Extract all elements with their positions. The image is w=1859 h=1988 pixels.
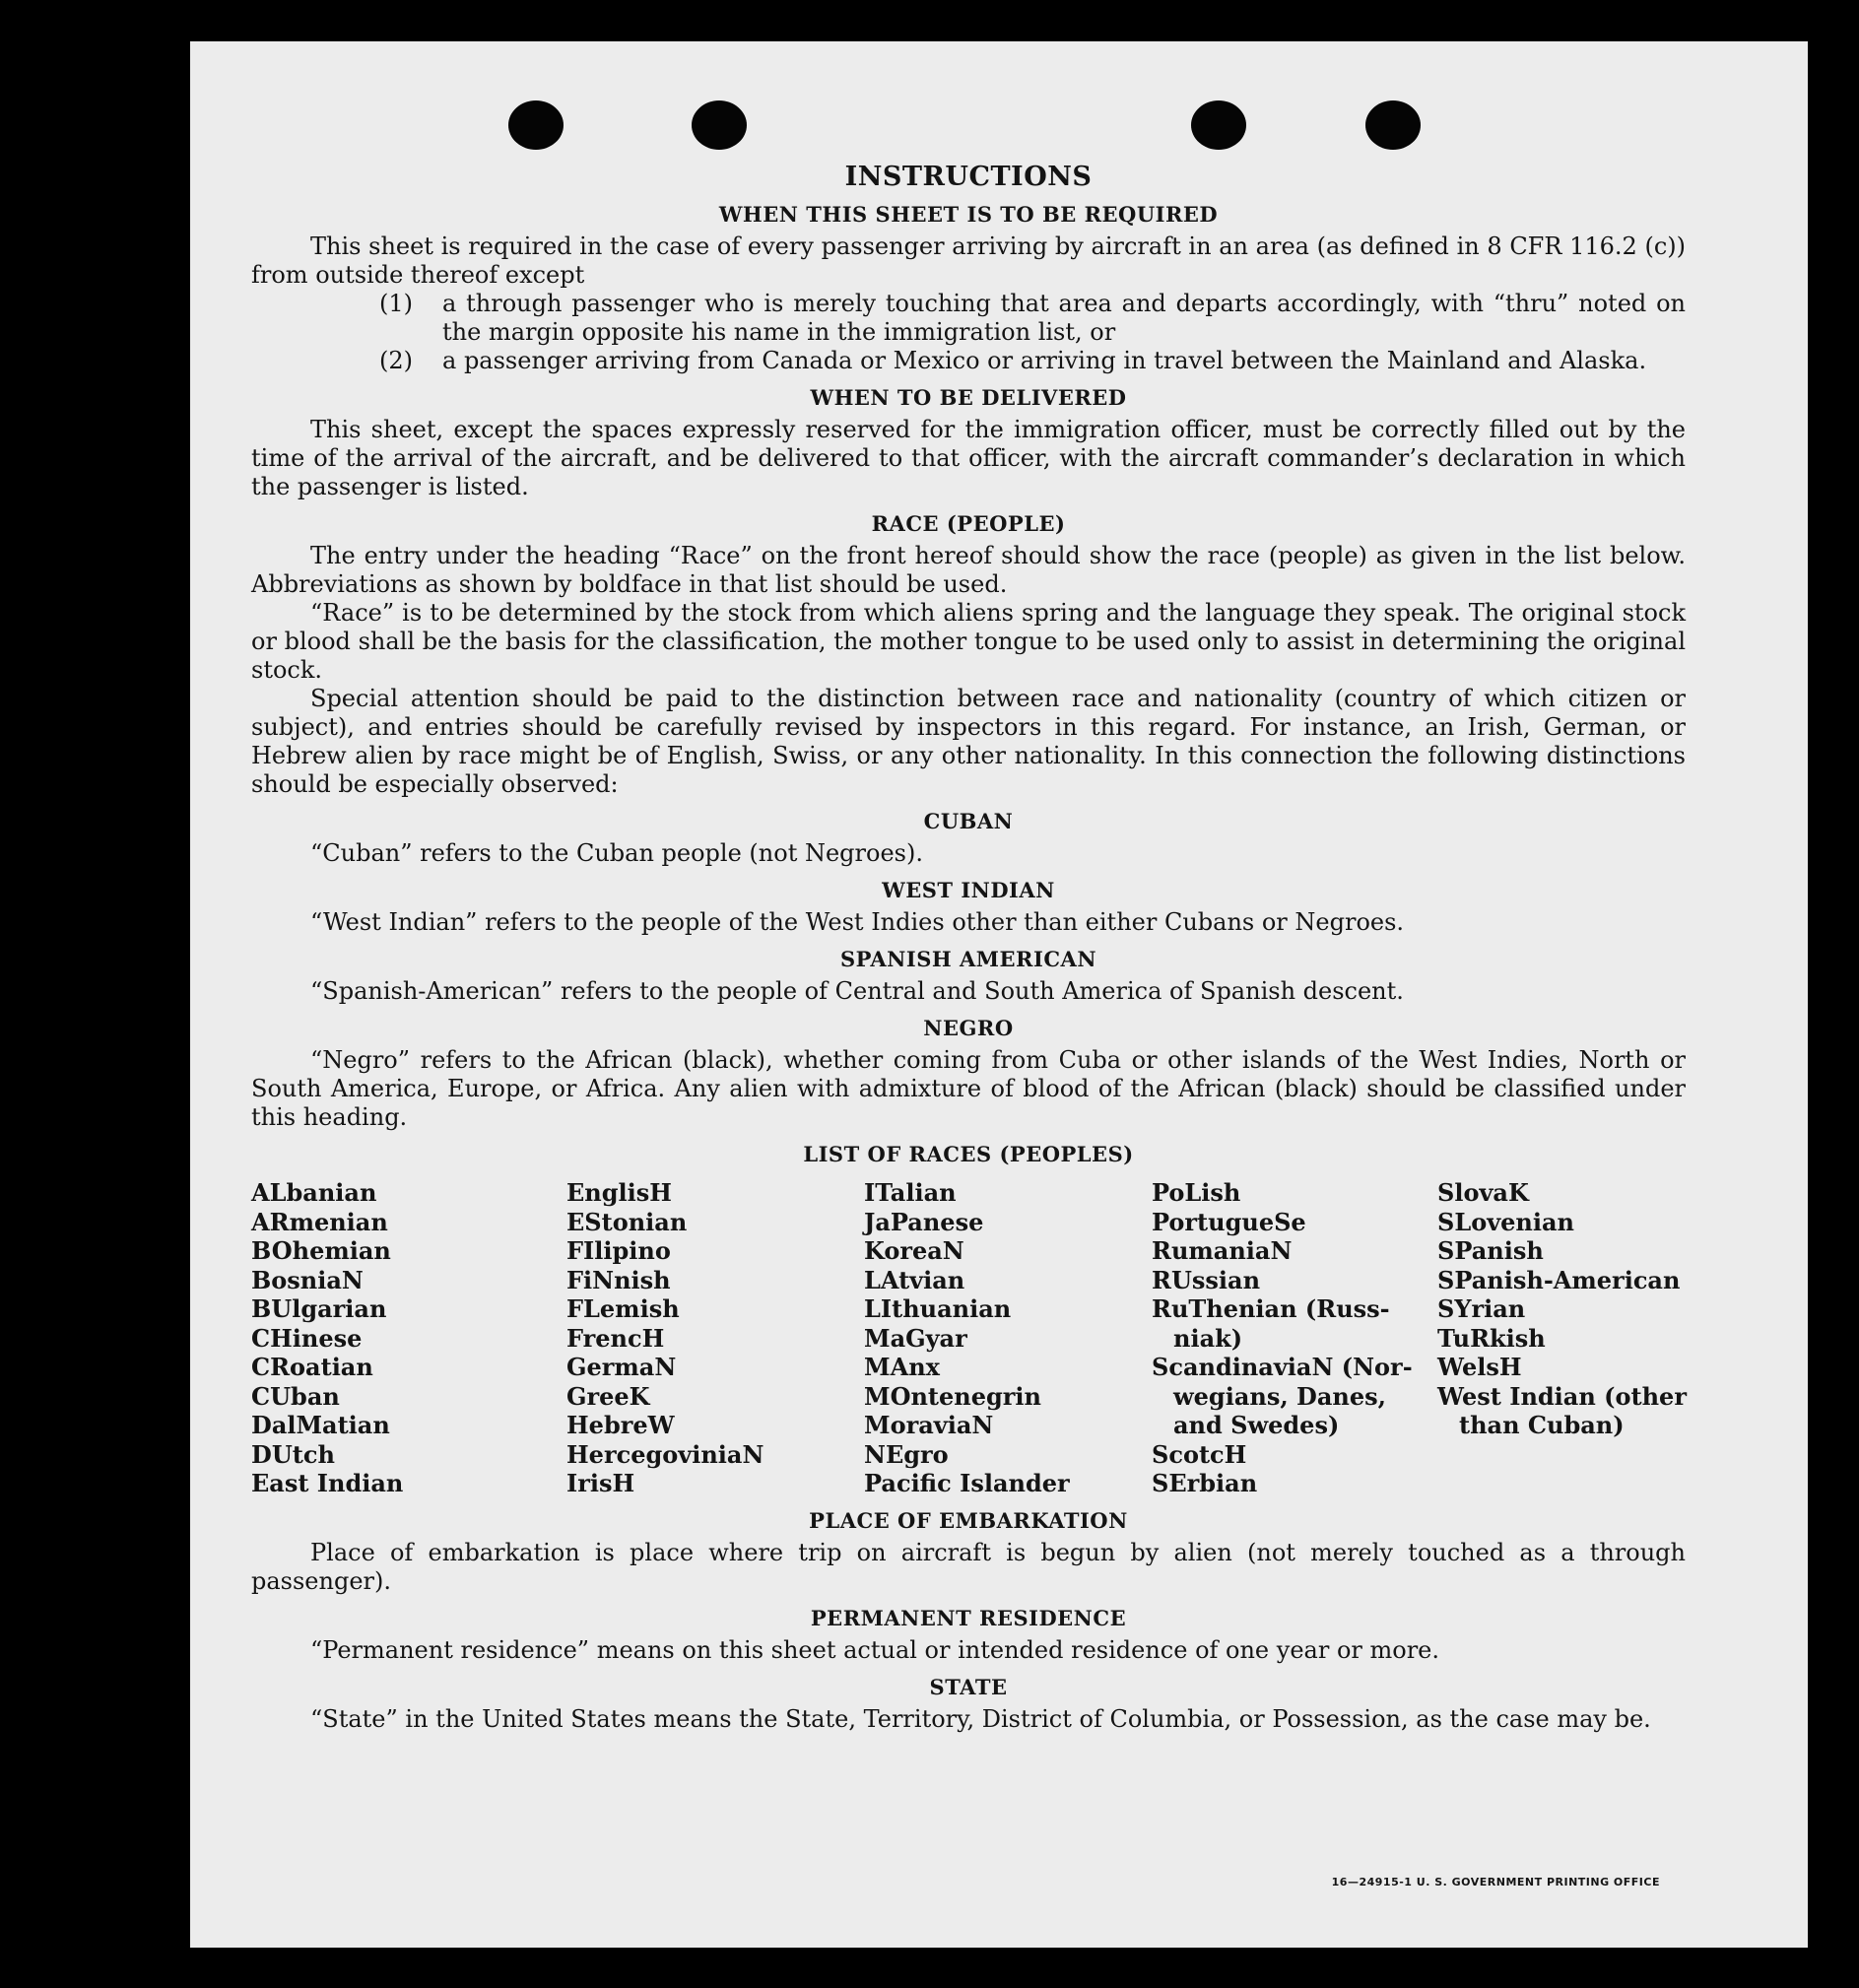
race-entry: FIlipino bbox=[566, 1236, 671, 1265]
race-entry: and Swedes) bbox=[1173, 1411, 1340, 1439]
race-entry: niak) bbox=[1173, 1323, 1243, 1353]
race-entry: ALbanian bbox=[251, 1178, 377, 1207]
race-entry: MoraviaN bbox=[864, 1411, 994, 1439]
list-item bbox=[379, 290, 1686, 347]
race-entry: CHinese bbox=[251, 1323, 363, 1353]
item-text: a passenger arriving from Canada or Mexico or arriving in travel between the Mainland and Alaska. bbox=[442, 347, 1647, 374]
race-entry: TuRkish bbox=[1437, 1323, 1546, 1353]
section-heading-race: RACE (PEOPLE) bbox=[871, 511, 1066, 536]
item-text: a through passenger who is merely touching that area and departs accordingly, with “thru” noted on the margin opposite his name in the immigration list, or bbox=[442, 290, 1686, 346]
race-entry: BosniaN bbox=[251, 1265, 364, 1294]
race-entry: ITalian bbox=[864, 1178, 957, 1207]
race-paragraph-1: The entry under the heading “Race” on the front hereof should show the race (people) as given in the list below. Abbreviations as shown by boldface in that list should be used. bbox=[251, 542, 1686, 598]
race-entry: SlovaK bbox=[1437, 1178, 1529, 1207]
race-entry: DUtch bbox=[251, 1439, 335, 1469]
section-heading-west-indian: WEST INDIAN bbox=[882, 878, 1055, 902]
race-entry: HebreW bbox=[566, 1411, 675, 1439]
race-entry: LAtvian bbox=[864, 1265, 965, 1294]
punch-hole bbox=[692, 100, 747, 150]
race-entry: BOhemian bbox=[251, 1236, 391, 1265]
section-heading-residence: PERMANENT RESIDENCE bbox=[810, 1605, 1127, 1630]
race-entry: EnglisH bbox=[566, 1178, 672, 1207]
section-heading-cuban: CUBAN bbox=[923, 809, 1014, 833]
punch-hole bbox=[1365, 100, 1421, 150]
race-column bbox=[864, 1178, 1152, 1498]
delivered-text: This sheet, except the spaces expressly reserved for the immigration officer, must be correctly filled out by the time of the arrival of the aircraft, and be delivered to that officer, with the aircraft commander’s declaration in which the passenger is listed. bbox=[251, 416, 1686, 500]
page-title: INSTRUCTIONS bbox=[844, 162, 1093, 192]
race-entry: GreeK bbox=[566, 1381, 650, 1411]
race-entry: IrisH bbox=[566, 1469, 635, 1497]
section-heading-state: STATE bbox=[929, 1674, 1008, 1699]
race-entry: BUlgarian bbox=[251, 1294, 387, 1323]
negro-text: “Negro” refers to the African (black), whether coming from Cuba or other islands of the West Indies, North or South America, Europe, or Africa. Any alien with admixture of blood of the African (black) should be classified under this heading. bbox=[251, 1046, 1686, 1131]
embarkation-text: Place of embarkation is place where trip on aircraft is begun by alien (not merely touched as a through passenger). bbox=[251, 1538, 1686, 1595]
race-entry: FLemish bbox=[566, 1294, 680, 1323]
race-paragraph-2: “Race” is to be determined by the stock from which aliens spring and the language they speak. The original stock or blood shall be the basis for the classification, the mother tongue to be used only to assist in determining the original stock. bbox=[251, 599, 1686, 684]
document-page bbox=[190, 41, 1808, 1948]
list-item bbox=[379, 347, 1686, 375]
instructions-content bbox=[251, 150, 1686, 1734]
section-heading-spanish-american: SPANISH AMERICAN bbox=[839, 947, 1097, 971]
race-entry: PoLish bbox=[1152, 1178, 1241, 1207]
race-entry: EStonian bbox=[566, 1207, 688, 1236]
race-entry: SErbian bbox=[1152, 1469, 1258, 1497]
race-entry: than Cuban) bbox=[1459, 1411, 1625, 1439]
section-heading-delivered: WHEN TO BE DELIVERED bbox=[810, 385, 1127, 410]
race-entry: MOntenegrin bbox=[864, 1381, 1041, 1411]
item-number: (2) bbox=[379, 347, 413, 374]
race-entry: East Indian bbox=[251, 1469, 404, 1497]
race-entry: RumaniaN bbox=[1152, 1236, 1293, 1265]
required-intro: This sheet is required in the case of every passenger arriving by aircraft in an area (as defined in 8 CFR 116.2 (c)) from outside thereof except bbox=[251, 232, 1686, 289]
race-column bbox=[566, 1178, 864, 1498]
race-entry: FrencH bbox=[566, 1323, 665, 1353]
race-entry: CUban bbox=[251, 1381, 340, 1411]
race-column bbox=[251, 1178, 566, 1498]
race-entry: ARmenian bbox=[251, 1207, 388, 1236]
cuban-text: “Cuban” refers to the Cuban people (not Negroes). bbox=[310, 839, 923, 867]
race-entry: PortugueSe bbox=[1152, 1207, 1306, 1236]
punch-hole bbox=[1191, 100, 1246, 150]
punch-hole bbox=[508, 100, 564, 150]
race-entry: MaGyar bbox=[864, 1323, 967, 1353]
race-entry: WelsH bbox=[1437, 1353, 1522, 1381]
race-entry: HercegoviniaN bbox=[566, 1439, 764, 1469]
printer-line: 16—24915-1 U. S. GOVERNMENT PRINTING OFFICE bbox=[1331, 1876, 1660, 1889]
section-heading-required: WHEN THIS SHEET IS TO BE REQUIRED bbox=[718, 202, 1219, 227]
exception-list bbox=[379, 290, 1686, 375]
race-entry: ScandinaviaN (Nor- bbox=[1152, 1353, 1413, 1381]
race-entry: Pacific Islander bbox=[864, 1469, 1070, 1497]
race-column bbox=[1437, 1178, 1686, 1498]
race-entry: FiNnish bbox=[566, 1265, 671, 1294]
race-entry: West Indian (other bbox=[1437, 1381, 1687, 1411]
residence-text: “Permanent residence” means on this sheet actual or intended residence of one year or more. bbox=[310, 1635, 1439, 1664]
race-entry: SLovenian bbox=[1437, 1207, 1574, 1236]
item-number: (1) bbox=[379, 290, 413, 317]
section-heading-negro: NEGRO bbox=[923, 1016, 1014, 1040]
spanish-american-text: “Spanish-American” refers to the people of Central and South America of Spanish descent. bbox=[310, 977, 1404, 1005]
race-entry: LIthuanian bbox=[864, 1294, 1012, 1323]
race-entry: MAnx bbox=[864, 1353, 940, 1381]
race-entry: KoreaN bbox=[864, 1236, 964, 1265]
race-entry: CRoatian bbox=[251, 1353, 373, 1381]
race-entry: RuThenian (Russ- bbox=[1152, 1294, 1390, 1323]
section-heading-embarkation: PLACE OF EMBARKATION bbox=[809, 1507, 1128, 1533]
race-entry: ScotcH bbox=[1152, 1439, 1247, 1469]
race-entry: SPanish bbox=[1437, 1236, 1544, 1265]
race-column bbox=[1152, 1178, 1437, 1498]
race-entry: GermaN bbox=[566, 1353, 677, 1381]
race-list bbox=[251, 1178, 1686, 1498]
race-entry: NEgro bbox=[864, 1439, 949, 1469]
race-entry: SYrian bbox=[1437, 1294, 1526, 1323]
race-paragraph-3: Special attention should be paid to the distinction between race and nationality (country of which citizen or subject), and entries should be carefully revised by inspectors in this regard. For instance, an Irish, German, or Hebrew alien by race might be of English, Swiss, or any other nationality. In this connection the following distinctions should be especially observed: bbox=[251, 685, 1686, 798]
west-indian-text: “West Indian” refers to the people of the West Indies other than either Cubans or Negroes. bbox=[310, 908, 1405, 936]
state-text: “State” in the United States means the State, Territory, District of Columbia, or Possession, as the case may be. bbox=[310, 1704, 1651, 1733]
section-heading-list: LIST OF RACES (PEOPLES) bbox=[803, 1142, 1134, 1166]
race-entry: JaPanese bbox=[864, 1207, 984, 1236]
race-entry: wegians, Danes, bbox=[1173, 1381, 1386, 1411]
race-entry: DalMatian bbox=[251, 1411, 390, 1439]
race-entry: RUssian bbox=[1152, 1265, 1261, 1294]
race-entry: SPanish-American bbox=[1437, 1265, 1681, 1294]
